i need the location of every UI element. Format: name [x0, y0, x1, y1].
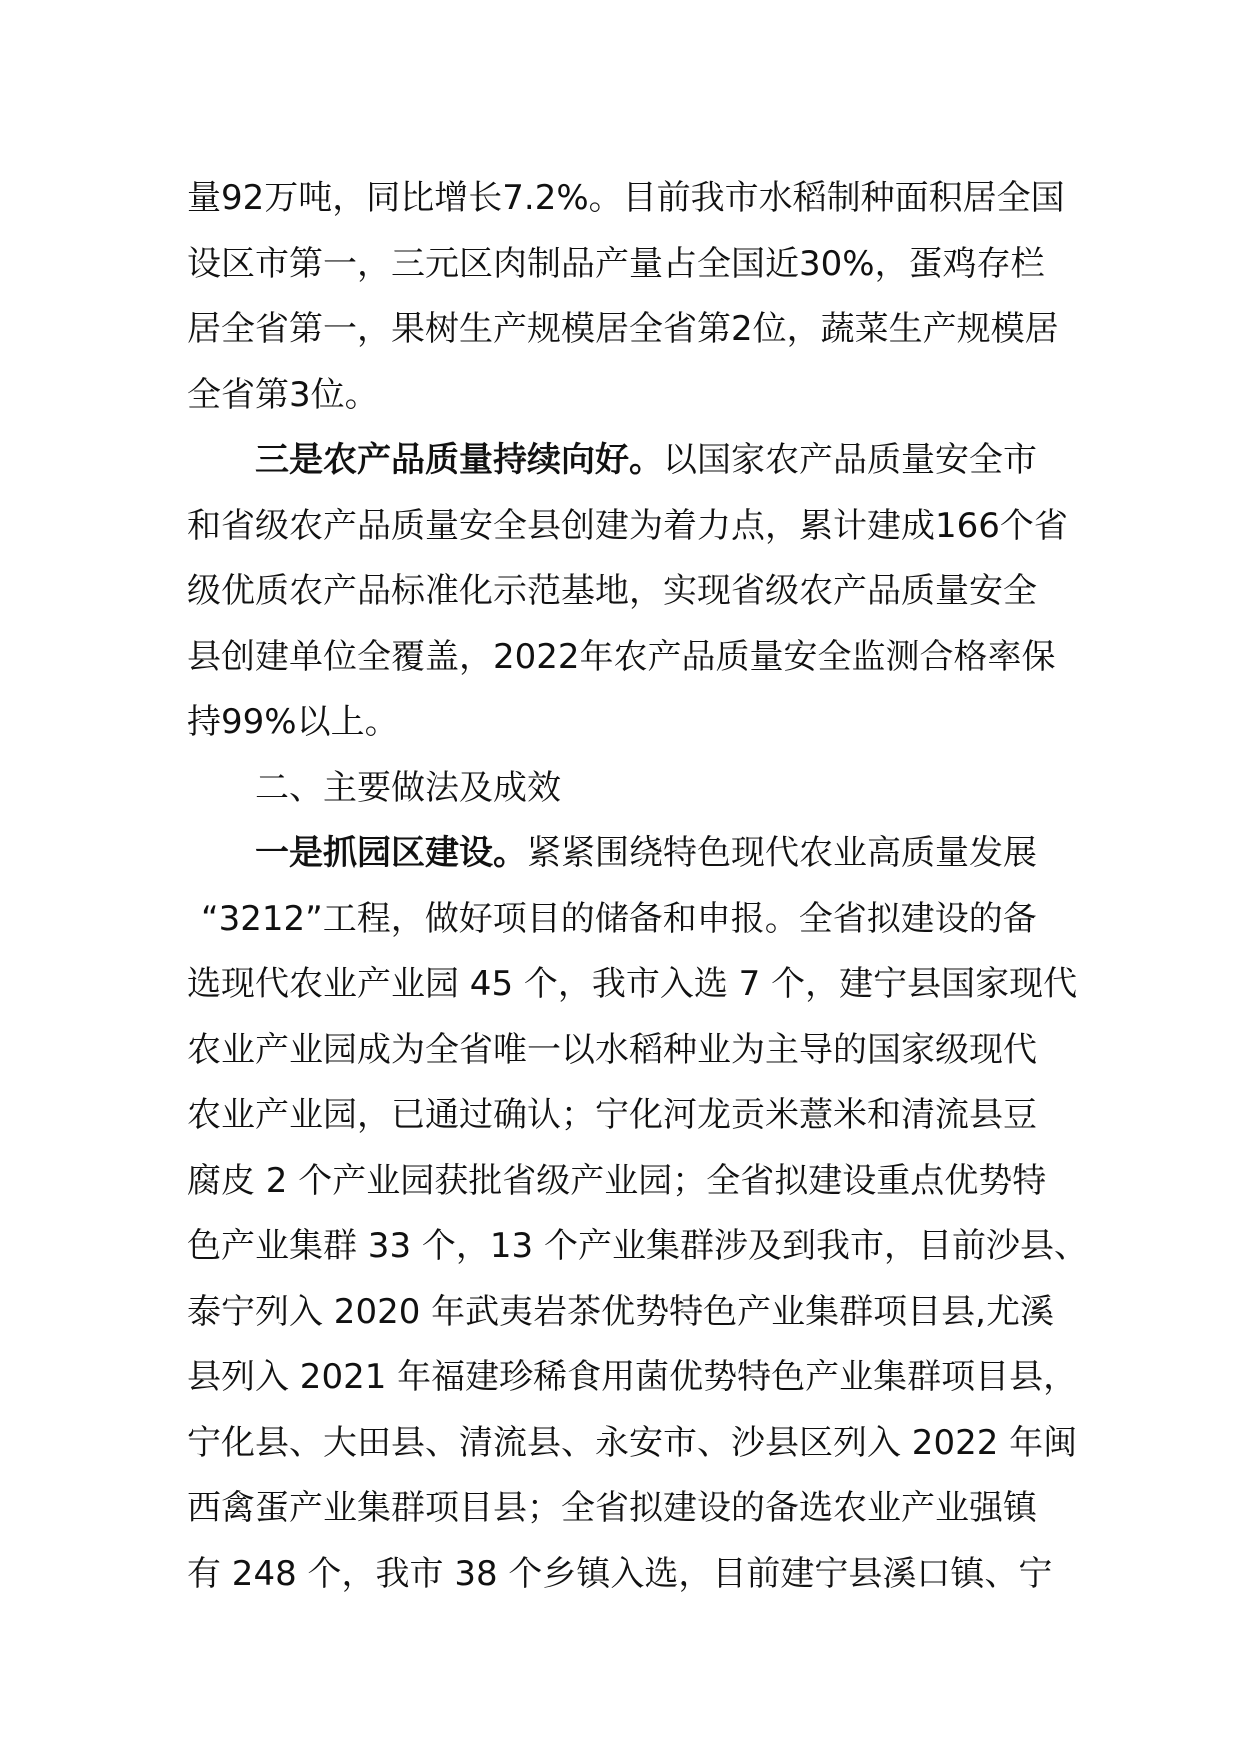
- text-line: 西禽蛋产业集群项目县；全省拟建设的备选农业产业强镇: [187, 1488, 1037, 1528]
- document-body: [187, 166, 1088, 1607]
- text-line: 全省第3位。: [187, 374, 379, 415]
- text-line: 级优质农产品标准化示范基地，实现省级农产品质量安全: [187, 571, 1037, 611]
- text-line: 腐皮 2 个产业园获批省级产业园；全省拟建设重点优势特: [187, 1160, 1047, 1201]
- text-run: 紧紧围绕特色现代农业高质量发展: [527, 833, 1037, 873]
- section-heading: 二、主要做法及成效: [255, 767, 561, 808]
- text-line: 和省级农产品质量安全县创建为着力点，累计建成166个省: [187, 505, 1068, 546]
- text-line: 持99%以上。: [187, 702, 399, 742]
- text-line: 量92万吨，同比增长7.2%。目前我市水稻制种面积居全国: [187, 178, 1065, 218]
- text-line: 设区市第一，三元区肉制品产量占全国近30%，蛋鸡存栏: [187, 243, 1045, 284]
- paragraph-park-first-line: [187, 821, 1057, 887]
- text-line: 泰宁列入 2020 年武夷岩茶优势特色产业集群项目县,尤溪: [187, 1291, 1054, 1332]
- text-line: “3212”工程，做好项目的储备和申报。全省拟建设的备: [201, 898, 1037, 939]
- text-line: 农业产业园，已通过确认；宁化河龙贡米薏米和清流县豆: [187, 1095, 1037, 1135]
- text-line: 色产业集群 33 个，13 个产业集群涉及到我市，目前沙县、: [187, 1226, 1088, 1266]
- paragraph-quality-first-line: [187, 428, 1057, 494]
- bold-lead-park: 一是抓园区建设。: [255, 833, 527, 873]
- text-run: 以国家农产品质量安全市: [663, 440, 1037, 480]
- text-line: 农业产业园成为全省唯一以水稻种业为主导的国家级现代: [187, 1029, 1037, 1070]
- text-line: 居全省第一，果树生产规模居全省第2位，蔬菜生产规模居: [187, 309, 1059, 349]
- text-line: 县列入 2021 年福建珍稀食用菌优势特色产业集群项目县，: [187, 1357, 1078, 1397]
- text-line: 宁化县、大田县、清流县、永安市、沙县区列入 2022 年闽: [187, 1422, 1078, 1463]
- text-line: 有 248 个，我市 38 个乡镇入选，目前建宁县溪口镇、宁: [187, 1553, 1053, 1594]
- text-line: 县创建单位全覆盖，2022年农产品质量安全监测合格率保: [187, 636, 1056, 677]
- text-line: 选现代农业产业园 45 个，我市入选 7 个，建宁县国家现代: [187, 964, 1078, 1004]
- bold-lead-quality: 三是农产品质量持续向好。: [255, 440, 663, 480]
